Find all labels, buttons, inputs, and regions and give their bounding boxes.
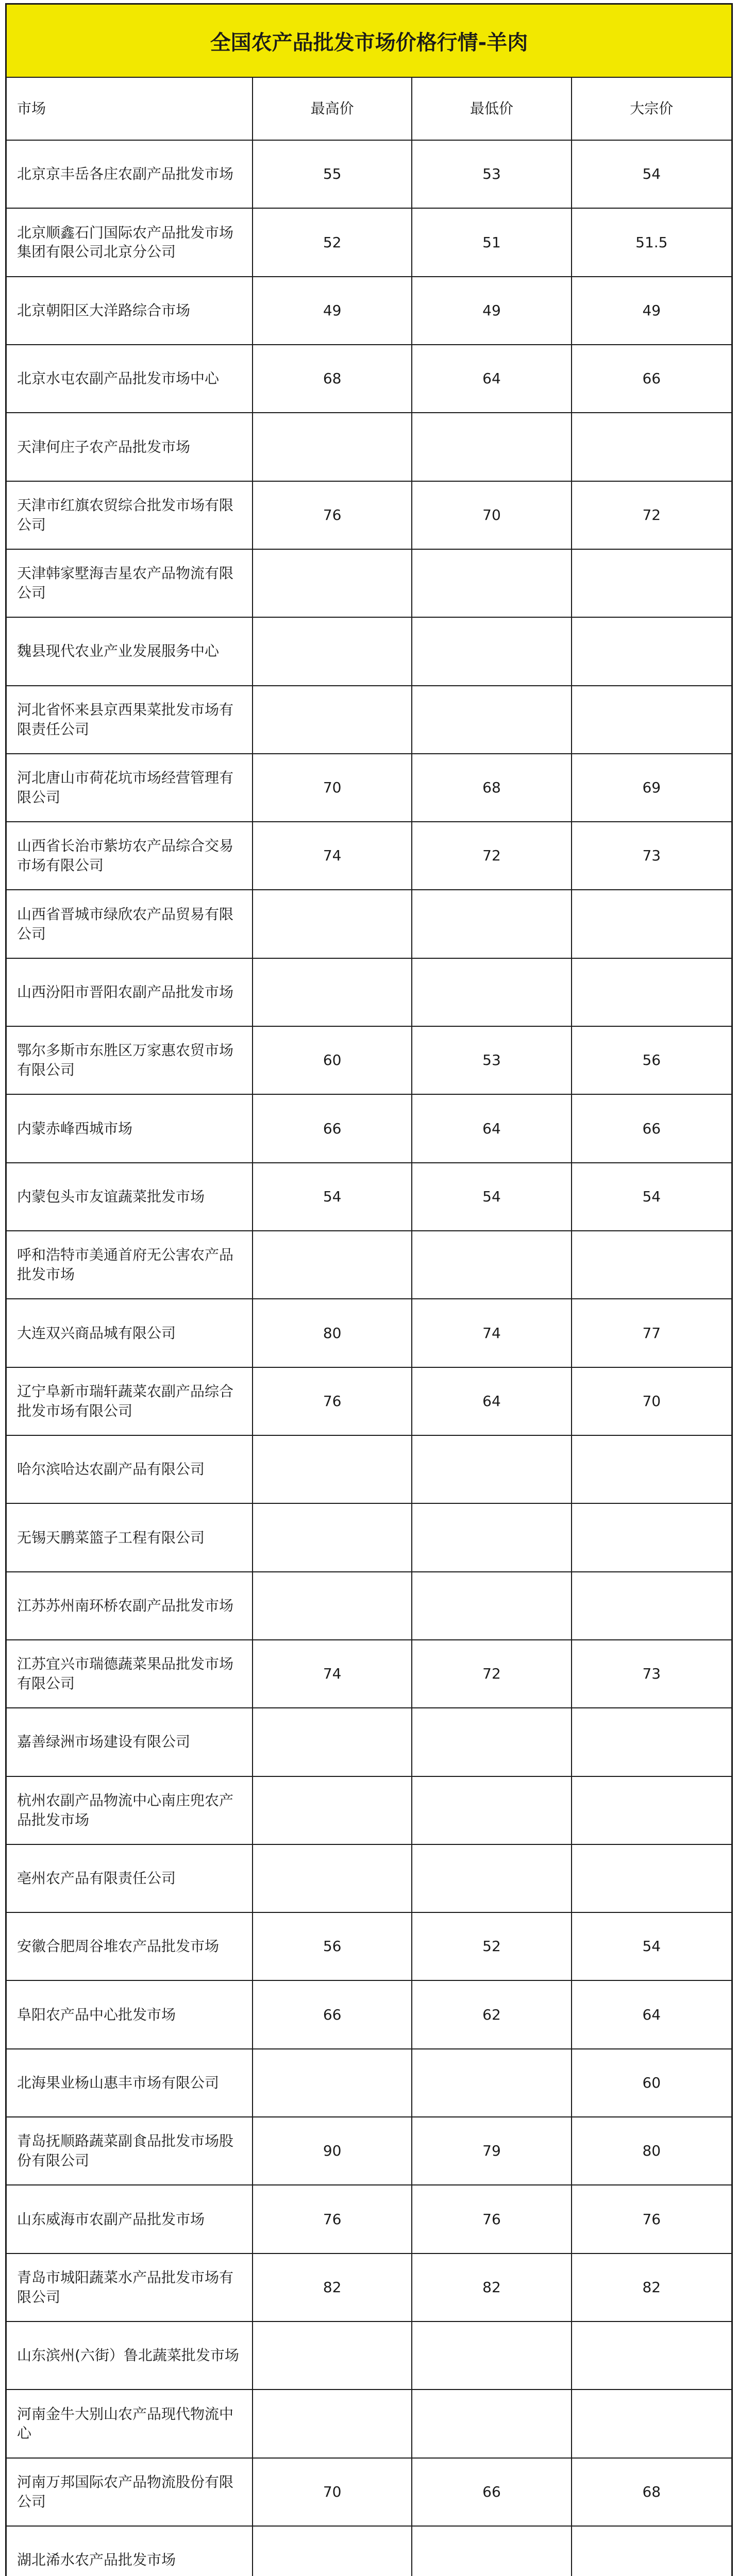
market-cell: 北海果业杨山惠丰市场有限公司 (7, 2049, 253, 2116)
table-row (7, 209, 731, 277)
max-price-cell (253, 2322, 412, 2389)
min-price-cell: 76 (412, 2185, 572, 2252)
min-price-cell: 53 (412, 1027, 572, 1094)
min-price-cell (412, 1777, 572, 1844)
max-price-cell (253, 618, 412, 685)
max-price-cell (253, 1231, 412, 1298)
header-min-price: 最低价 (412, 78, 572, 140)
min-price-cell (412, 550, 572, 617)
bulk-price-cell: 69 (642, 779, 661, 796)
table-row (7, 1504, 731, 1572)
table-row (7, 686, 731, 754)
min-price-cell (412, 2322, 572, 2389)
max-price-cell: 66 (253, 1095, 412, 1162)
market-cell: 嘉善绿洲市场建设有限公司 (7, 1708, 253, 1775)
table-row (7, 1913, 731, 1981)
bulk-price-cell: 82 (642, 2278, 661, 2296)
min-price-cell: 66 (412, 2459, 572, 2526)
max-price-cell (253, 2527, 412, 2576)
bulk-price-cell (572, 2527, 731, 2576)
market-cell: 天津何庄子农产品批发市场 (7, 413, 253, 480)
header-market: 市场 (7, 78, 253, 140)
table-row (7, 2459, 731, 2527)
min-price-cell (412, 2049, 572, 2116)
min-price-cell (412, 618, 572, 685)
table-row (7, 2185, 731, 2253)
min-price-cell (412, 959, 572, 1026)
min-price-cell: 79 (412, 2117, 572, 2184)
min-price-cell: 82 (412, 2254, 572, 2321)
bulk-price-cell: 56 (642, 1052, 661, 1069)
max-price-cell (253, 686, 412, 753)
table-row (7, 1368, 731, 1436)
bulk-price-cell: 76 (642, 2210, 661, 2228)
market-cell: 内蒙赤峰西城市场 (7, 1095, 253, 1162)
max-price-cell: 82 (253, 2254, 412, 2321)
table-row (7, 2049, 731, 2117)
table-row (7, 959, 731, 1027)
bulk-price-cell (572, 959, 731, 1026)
max-price-cell (253, 890, 412, 957)
min-price-cell: 68 (412, 754, 572, 821)
bulk-price-cell (572, 1231, 731, 1298)
bulk-price-cell: 73 (642, 1665, 661, 1683)
max-price-cell (253, 1845, 412, 1912)
min-price-cell (412, 1231, 572, 1298)
bulk-price-cell: 72 (642, 506, 661, 523)
table-row (7, 1708, 731, 1776)
table-row (7, 2322, 731, 2390)
market-cell: 山西省晋城市绿欣农产品贸易有限公司 (7, 890, 253, 957)
market-cell: 北京顺鑫石门国际农产品批发市场集团有限公司北京分公司 (7, 209, 253, 276)
bulk-price-cell (572, 1436, 731, 1503)
market-cell: 江苏苏州南环桥农副产品批发市场 (7, 1572, 253, 1639)
bulk-price-cell: 70 (642, 1392, 661, 1410)
min-price-cell: 49 (412, 277, 572, 344)
bulk-price-cell (572, 1777, 731, 1844)
max-price-cell: 90 (253, 2117, 412, 2184)
market-cell: 哈尔滨哈达农副产品有限公司 (7, 1436, 253, 1503)
min-price-cell (412, 890, 572, 957)
market-cell: 呼和浩特市美通首府无公害农产品批发市场 (7, 1231, 253, 1298)
min-price-cell (412, 1572, 572, 1639)
market-cell: 辽宁阜新市瑞轩蔬菜农副产品综合批发市场有限公司 (7, 1368, 253, 1435)
market-cell: 江苏宜兴市瑞德蔬菜果品批发市场有限公司 (7, 1640, 253, 1707)
max-price-cell (253, 1708, 412, 1775)
min-price-cell: 54 (412, 1163, 572, 1230)
table-row (7, 2117, 731, 2185)
market-cell: 山西省长治市紫坊农产品综合交易市场有限公司 (7, 822, 253, 889)
min-price-cell (412, 2390, 572, 2457)
table-row (7, 618, 731, 686)
min-price-cell (412, 1436, 572, 1503)
max-price-cell (253, 1436, 412, 1503)
market-cell: 青岛市城阳蔬菜水产品批发市场有限公司 (7, 2254, 253, 2321)
bulk-price-cell: 73 (642, 847, 661, 865)
bulk-price-cell: 80 (642, 2142, 661, 2160)
bulk-price-cell (572, 890, 731, 957)
table-row (7, 1572, 731, 1640)
min-price-cell: 70 (412, 482, 572, 549)
table-row (7, 2390, 731, 2458)
min-price-cell: 53 (412, 141, 572, 208)
max-price-cell: 74 (253, 1640, 412, 1707)
table-row (7, 141, 731, 209)
min-price-cell: 72 (412, 822, 572, 889)
market-cell: 无锡天鹏菜篮子工程有限公司 (7, 1504, 253, 1571)
bulk-price-cell (572, 1572, 731, 1639)
market-cell: 河南金牛大别山农产品现代物流中心 (7, 2390, 253, 2457)
max-price-cell: 70 (253, 2459, 412, 2526)
table-row (7, 550, 731, 618)
table-row (7, 754, 731, 822)
bulk-price-cell (572, 686, 731, 753)
market-cell: 河南万邦国际农产品物流股份有限公司 (7, 2459, 253, 2526)
bulk-price-cell: 54 (642, 1938, 661, 1955)
max-price-cell (253, 1572, 412, 1639)
market-cell: 天津市红旗农贸综合批发市场有限公司 (7, 482, 253, 549)
max-price-cell: 76 (253, 482, 412, 549)
table-row (7, 1436, 731, 1504)
table-row (7, 1845, 731, 1913)
table-row (7, 2527, 731, 2576)
table-row (7, 277, 731, 345)
bulk-price-cell: 68 (642, 2483, 661, 2500)
min-price-cell (412, 1845, 572, 1912)
bulk-price-cell: 77 (642, 1324, 661, 1342)
market-cell: 北京水屯农副产品批发市场中心 (7, 345, 253, 412)
min-price-cell: 72 (412, 1640, 572, 1707)
min-price-cell: 52 (412, 1913, 572, 1980)
bulk-price-cell (572, 1504, 731, 1571)
market-cell: 山西汾阳市晋阳农副产品批发市场 (7, 959, 253, 1026)
bulk-price-cell (572, 618, 731, 685)
table-row (7, 482, 731, 550)
market-cell: 阜阳农产品中心批发市场 (7, 1981, 253, 2048)
market-cell: 亳州农产品有限责任公司 (7, 1845, 253, 1912)
market-cell: 大连双兴商品城有限公司 (7, 1299, 253, 1366)
market-cell: 河北唐山市荷花坑市场经营管理有限公司 (7, 754, 253, 821)
market-cell: 青岛抚顺路蔬菜副食品批发市场股份有限公司 (7, 2117, 253, 2184)
table-row (7, 1095, 731, 1163)
bulk-price-cell (572, 2390, 731, 2457)
table-row (7, 413, 731, 481)
table-row (7, 890, 731, 958)
max-price-cell (253, 2049, 412, 2116)
market-cell: 杭州农副产品物流中心南庄兜农产品批发市场 (7, 1777, 253, 1844)
max-price-cell: 60 (253, 1027, 412, 1094)
max-price-cell: 80 (253, 1299, 412, 1366)
table-row (7, 1981, 731, 2049)
table-title: 全国农产品批发市场价格行情-羊肉 (7, 5, 731, 78)
table-row (7, 345, 731, 413)
min-price-cell (412, 1504, 572, 1571)
max-price-cell (253, 1504, 412, 1571)
max-price-cell: 54 (253, 1163, 412, 1230)
bulk-price-cell: 49 (642, 301, 661, 319)
min-price-cell (412, 2527, 572, 2576)
market-cell: 魏县现代农业产业发展服务中心 (7, 618, 253, 685)
table-row (7, 1231, 731, 1299)
max-price-cell: 76 (253, 2185, 412, 2252)
bulk-price-cell: 54 (642, 1188, 661, 1205)
bulk-price-cell (572, 2322, 731, 2389)
price-table (5, 3, 733, 2576)
market-cell: 山东滨州(六街）鲁北蔬菜批发市场 (7, 2322, 253, 2389)
max-price-cell (253, 1777, 412, 1844)
bulk-price-cell (572, 1708, 731, 1775)
min-price-cell (412, 1708, 572, 1775)
min-price-cell: 64 (412, 1368, 572, 1435)
market-cell: 北京京丰岳各庄农副产品批发市场 (7, 141, 253, 208)
bulk-price-cell: 60 (642, 2074, 661, 2091)
bulk-price-cell: 51.5 (635, 233, 668, 251)
min-price-cell (412, 686, 572, 753)
max-price-cell (253, 2390, 412, 2457)
max-price-cell: 76 (253, 1368, 412, 1435)
max-price-cell: 74 (253, 822, 412, 889)
table-header-row (7, 78, 731, 141)
header-max-price: 最高价 (253, 78, 412, 140)
table-row (7, 822, 731, 890)
bulk-price-cell: 54 (642, 165, 661, 183)
max-price-cell: 49 (253, 277, 412, 344)
min-price-cell (412, 413, 572, 480)
market-cell: 天津韩家墅海吉星农产品物流有限公司 (7, 550, 253, 617)
market-cell: 山东威海市农副产品批发市场 (7, 2185, 253, 2252)
table-row (7, 1163, 731, 1231)
min-price-cell: 62 (412, 1981, 572, 2048)
bulk-price-cell (572, 1845, 731, 1912)
max-price-cell: 68 (253, 345, 412, 412)
max-price-cell: 66 (253, 1981, 412, 2048)
header-bulk-price: 大宗价 (630, 100, 674, 117)
bulk-price-cell (572, 413, 731, 480)
max-price-cell: 56 (253, 1913, 412, 1980)
bulk-price-cell: 64 (642, 2006, 661, 2023)
min-price-cell: 74 (412, 1299, 572, 1366)
table-row (7, 1777, 731, 1845)
min-price-cell: 64 (412, 345, 572, 412)
max-price-cell (253, 413, 412, 480)
market-cell: 湖北浠水农产品批发市场 (7, 2527, 253, 2576)
market-cell: 安徽合肥周谷堆农产品批发市场 (7, 1913, 253, 1980)
min-price-cell: 64 (412, 1095, 572, 1162)
max-price-cell: 52 (253, 209, 412, 276)
market-cell: 内蒙包头市友谊蔬菜批发市场 (7, 1163, 253, 1230)
bulk-price-cell: 66 (642, 370, 661, 387)
max-price-cell: 70 (253, 754, 412, 821)
market-cell: 鄂尔多斯市东胜区万家惠农贸市场有限公司 (7, 1027, 253, 1094)
table-row (7, 1027, 731, 1095)
max-price-cell (253, 959, 412, 1026)
table-row (7, 1640, 731, 1708)
bulk-price-cell (572, 550, 731, 617)
bulk-price-cell: 66 (642, 1120, 661, 1137)
max-price-cell: 55 (253, 141, 412, 208)
table-row (7, 2254, 731, 2322)
max-price-cell (253, 550, 412, 617)
market-cell: 河北省怀来县京西果菜批发市场有限责任公司 (7, 686, 253, 753)
table-row (7, 1299, 731, 1367)
market-cell: 北京朝阳区大洋路综合市场 (7, 277, 253, 344)
min-price-cell: 51 (412, 209, 572, 276)
